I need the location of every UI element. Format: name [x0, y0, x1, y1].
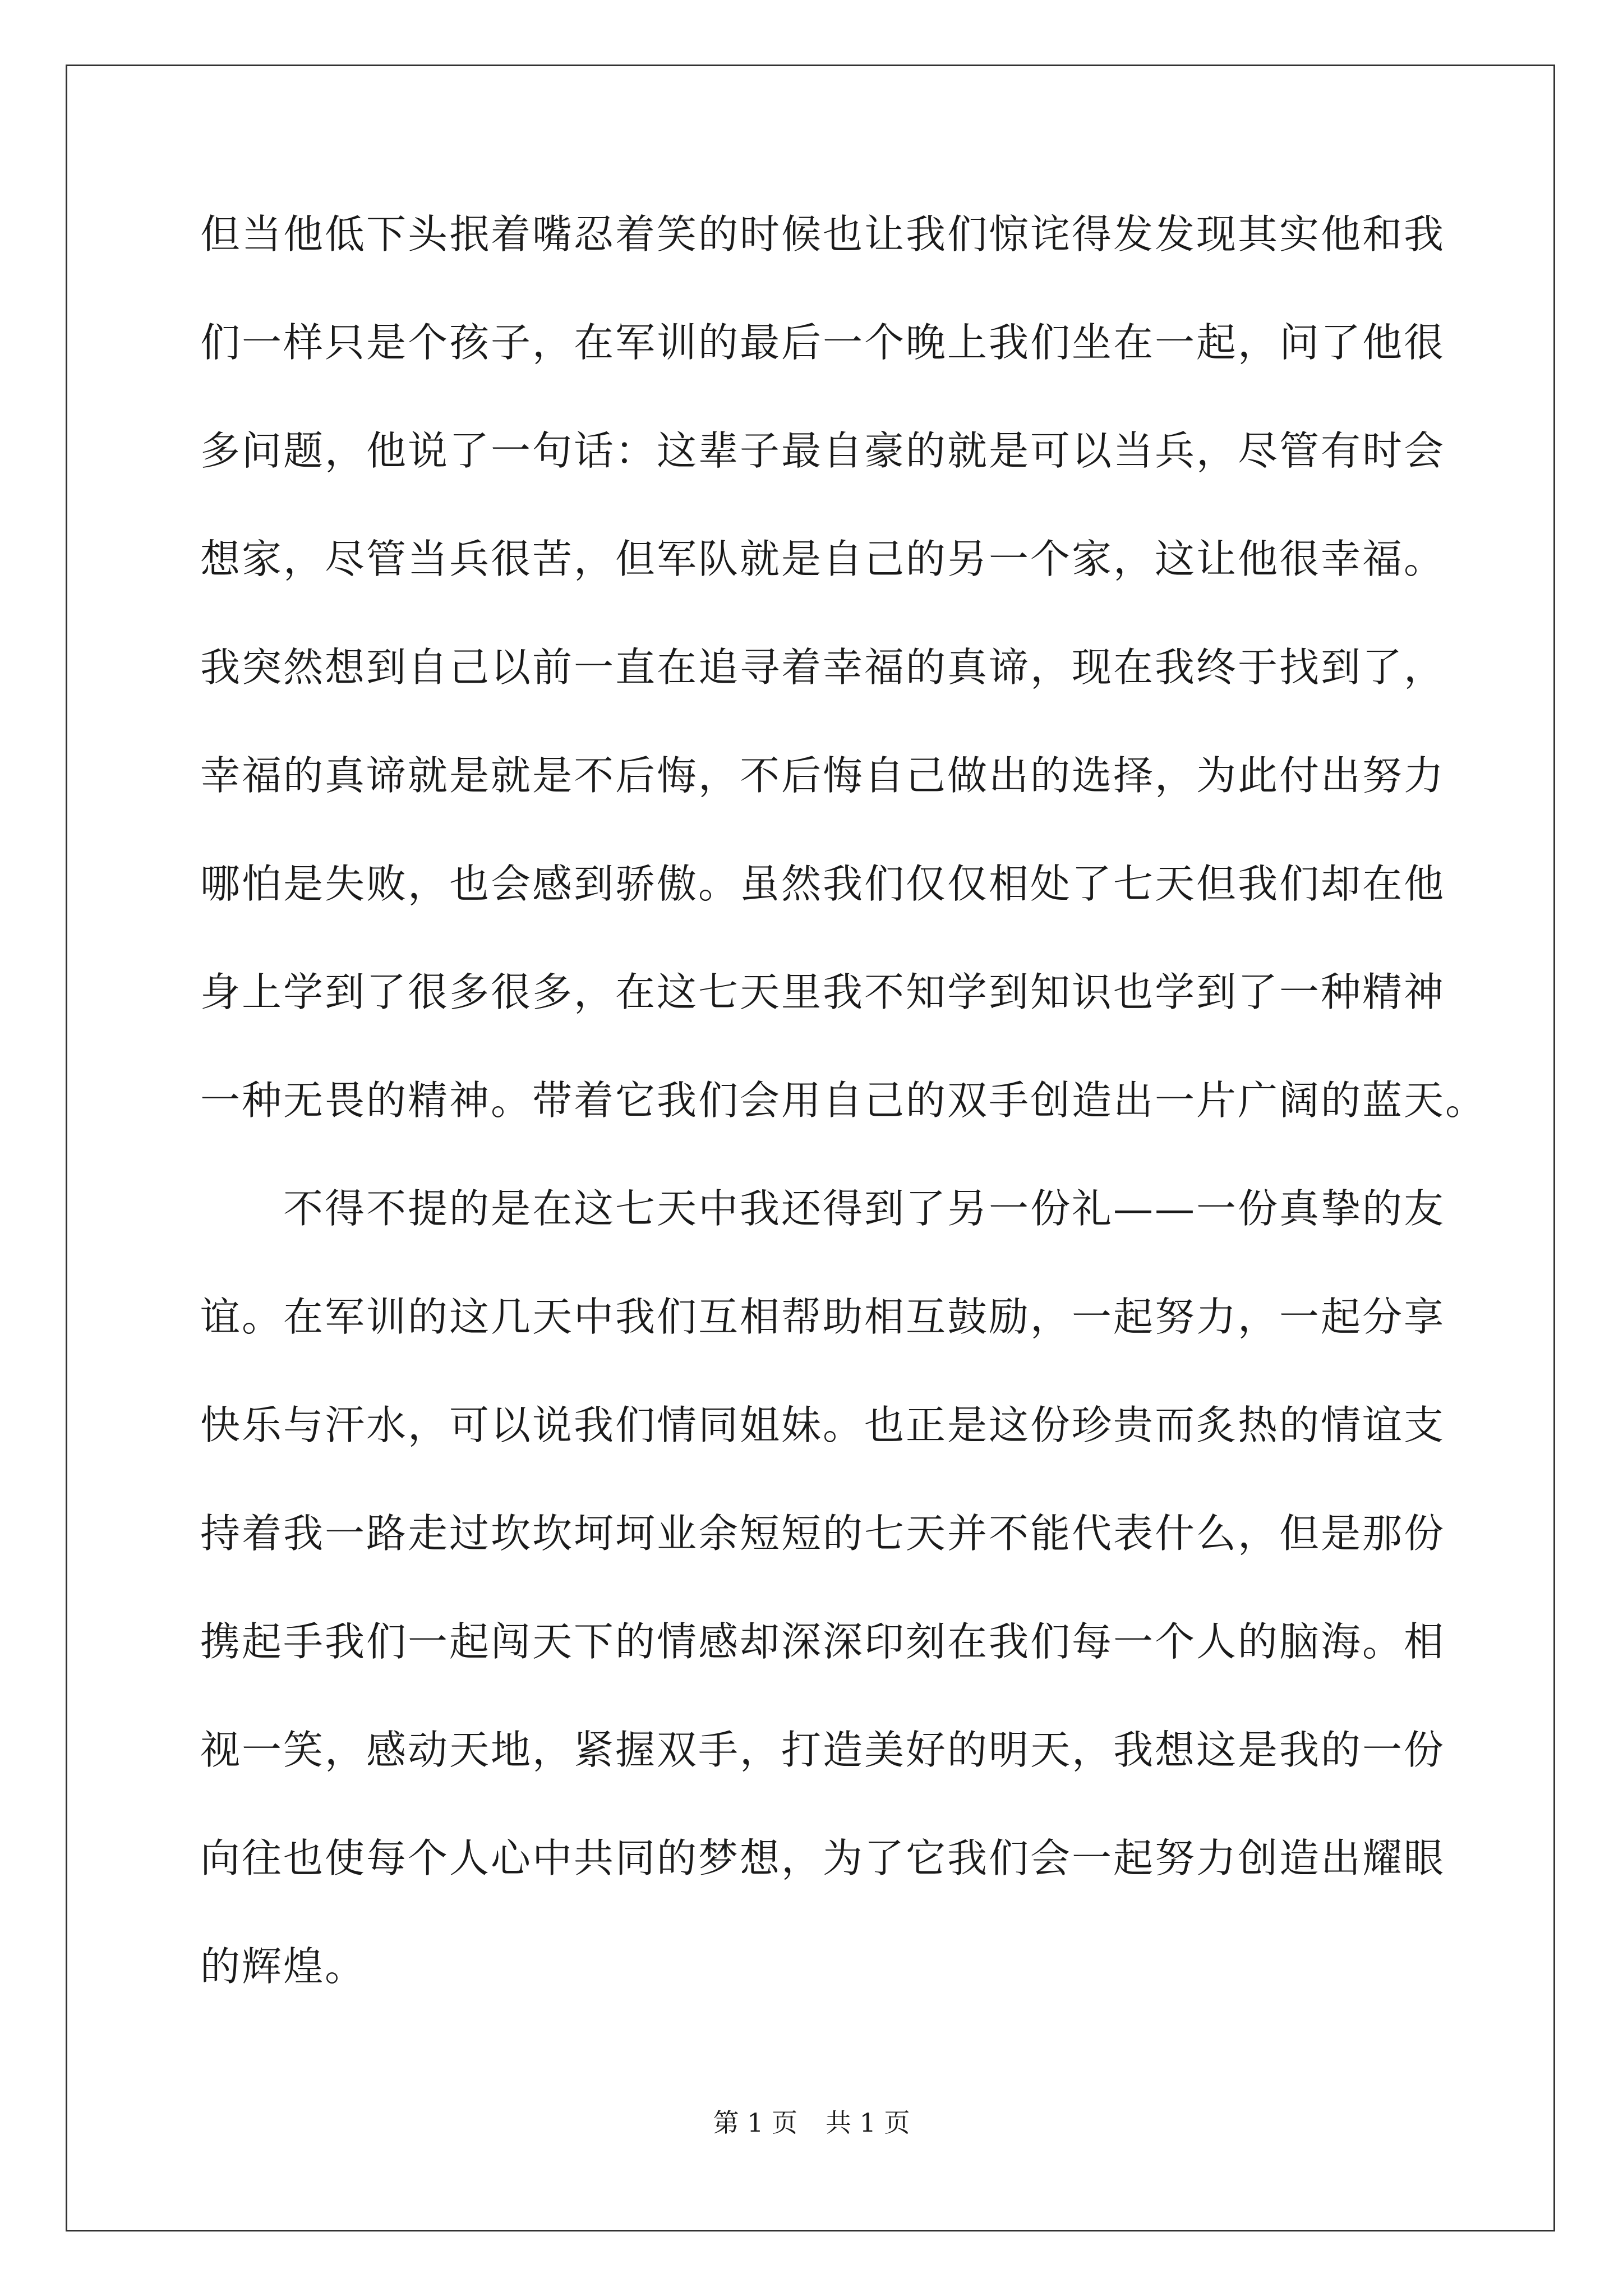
paragraph-2: [200, 1185, 1446, 2053]
document-body: [200, 211, 1487, 2053]
text-line: 但当他低下头抿着嘴忍着笑的时候也让我们惊诧得发发现其实他和我: [200, 211, 1446, 257]
text-line: 我突然想到自己以前一直在追寻着幸福的真谛，现在我终于找到了，: [200, 644, 1446, 691]
text-line: 幸福的真谛就是就是不后悔，不后悔自己做出的选择，为此付出努力: [200, 752, 1446, 799]
text-line: 不得不提的是在这七天中我还得到了另一份礼——一份真挚的友: [200, 1185, 1446, 1232]
text-line: 多问题，他说了一句话：这辈子最自豪的就是可以当兵，尽管有时会: [200, 427, 1446, 474]
page-total: 共 1 页: [826, 2108, 910, 2138]
text-line: 携起手我们一起闯天下的情感却深深印刻在我们每一个人的脑海。相: [200, 1618, 1446, 1665]
text-line: 视一笑，感动天地，紧握双手，打造美好的明天，我想这是我的一份: [200, 1727, 1446, 1773]
text-line: 快乐与汗水，可以说我们情同姐妹。也正是这份珍贵而炙热的情谊支: [200, 1402, 1446, 1448]
text-line: 哪怕是失败，也会感到骄傲。虽然我们仅仅相处了七天但我们却在他: [200, 861, 1446, 907]
text-line: 谊。在军训的这几天中我们互相帮助相互鼓励，一起努力，一起分享: [200, 1294, 1446, 1340]
text-line: 身上学到了很多很多，在这七天里我不知学到知识也学到了一种精神: [200, 969, 1446, 1015]
page-number: 第 1 页: [713, 2108, 797, 2138]
text-line: 的辉煌。: [200, 1943, 367, 1990]
text-line: 们一样只是个孩子，在军训的最后一个晚上我们坐在一起，问了他很: [200, 319, 1446, 366]
text-line: 向往也使每个人心中共同的梦想，为了它我们会一起努力创造出耀眼: [200, 1835, 1446, 1881]
text-line: 持着我一路走过坎坎坷坷业余短短的七天并不能代表什么，但是那份: [200, 1510, 1446, 1557]
paragraph-1: [200, 211, 1487, 1186]
page-footer: [0, 2102, 1623, 2139]
text-line: 想家，尽管当兵很苦，但军队就是自己的另一个家，这让他很幸福。: [200, 536, 1446, 582]
text-line: 一种无畏的精神。带着它我们会用自己的双手创造出一片广阔的蓝天。: [200, 1077, 1487, 1124]
